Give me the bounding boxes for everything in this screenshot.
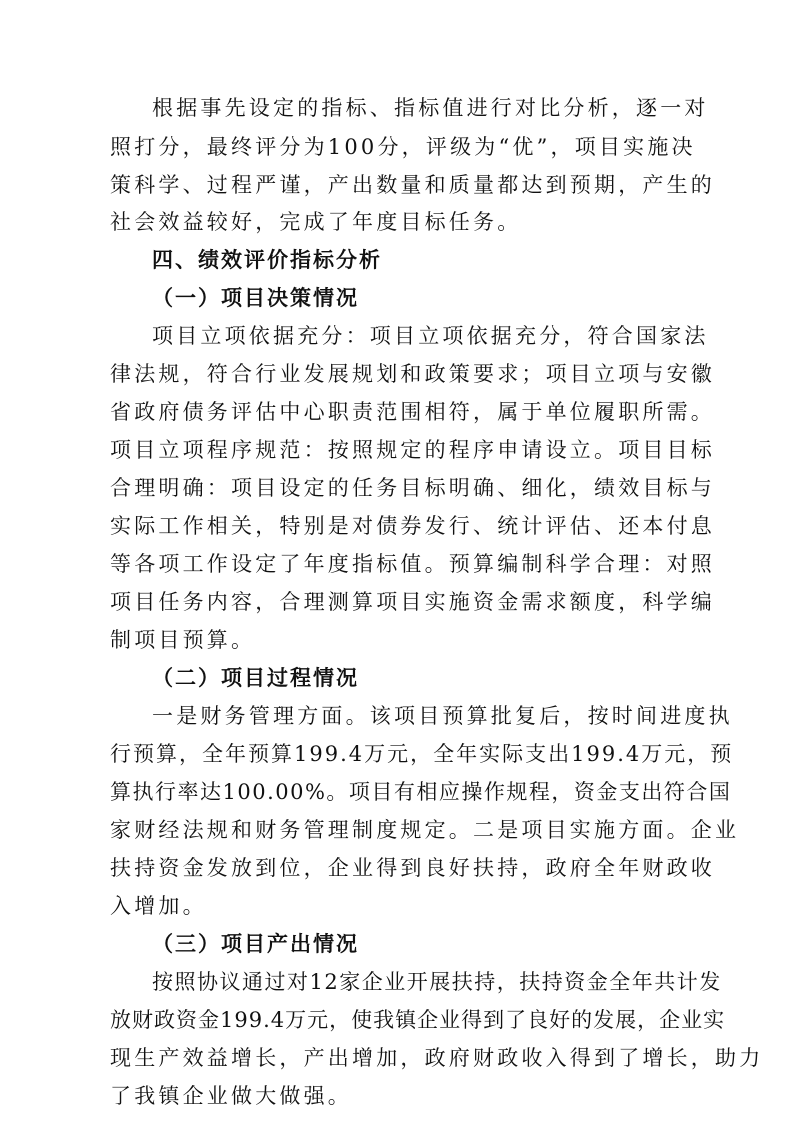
paragraph-line: 算执行率达100.00%。项目有相应操作规程，资金支出符合国 [110, 780, 732, 804]
paragraph-line: 实际工作相关，特别是对债券发行、统计评估、还本付息 [110, 514, 715, 538]
subsection-heading: （一）项目决策情况 [152, 286, 359, 310]
paragraph-line: 社会效益较好，完成了年度目标任务。 [110, 210, 522, 234]
paragraph-line: 入增加。 [110, 894, 207, 918]
paragraph-line: 策科学、过程严谨，产出数量和质量都达到预期，产生的 [110, 173, 715, 197]
paragraph-line: 现生产效益增长，产出增加，政府财政收入得到了增长，助力 [110, 1046, 764, 1070]
paragraph-line: 项目立项依据充分：项目立项依据充分，符合国家法 [152, 324, 709, 348]
paragraph-line: 律法规，符合行业发展规划和政策要求；项目立项与安徽 [110, 362, 715, 386]
paragraph-line: 按照协议通过对12家企业开展扶持，扶持资金全年共计发 [152, 970, 722, 994]
paragraph-line: 照打分，最终评分为100分，评级为“优”，项目实施决 [110, 135, 696, 159]
paragraph-line: 项目立项程序规范：按照规定的程序申请设立。项目目标 [110, 438, 715, 462]
paragraph-line: 省政府债务评估中心职责范围相符，属于单位履职所需。 [110, 400, 715, 424]
section-heading: 四、绩效评价指标分析 [152, 248, 382, 272]
paragraph-line: 了我镇企业做大做强。 [110, 1084, 352, 1108]
paragraph-line: 一是财务管理方面。该项目预算批复后，按时间进度执 [152, 704, 733, 728]
subsection-heading: （二）项目过程情况 [152, 666, 359, 690]
paragraph-line: 家财经法规和财务管理制度规定。二是项目实施方面。企业 [110, 818, 740, 842]
subsection-heading: （三）项目产出情况 [152, 932, 359, 956]
paragraph-line: 根据事先设定的指标、指标值进行对比分析，逐一对 [152, 96, 709, 120]
paragraph-line: 等各项工作设定了年度指标值。预算编制科学合理：对照 [110, 552, 715, 576]
paragraph-line: 扶持资金发放到位，企业得到良好扶持，政府全年财政收 [110, 856, 715, 880]
paragraph-line: 行预算，全年预算199.4万元，全年实际支出199.4万元，预 [110, 742, 734, 766]
paragraph-line: 合理明确：项目设定的任务目标明确、细化，绩效目标与 [110, 476, 715, 500]
paragraph-line: 制项目预算。 [110, 628, 256, 652]
paragraph-line: 放财政资金199.4万元，使我镇企业得到了良好的发展，企业实 [110, 1008, 726, 1032]
paragraph-line: 项目任务内容，合理测算项目实施资金需求额度，科学编 [110, 590, 715, 614]
